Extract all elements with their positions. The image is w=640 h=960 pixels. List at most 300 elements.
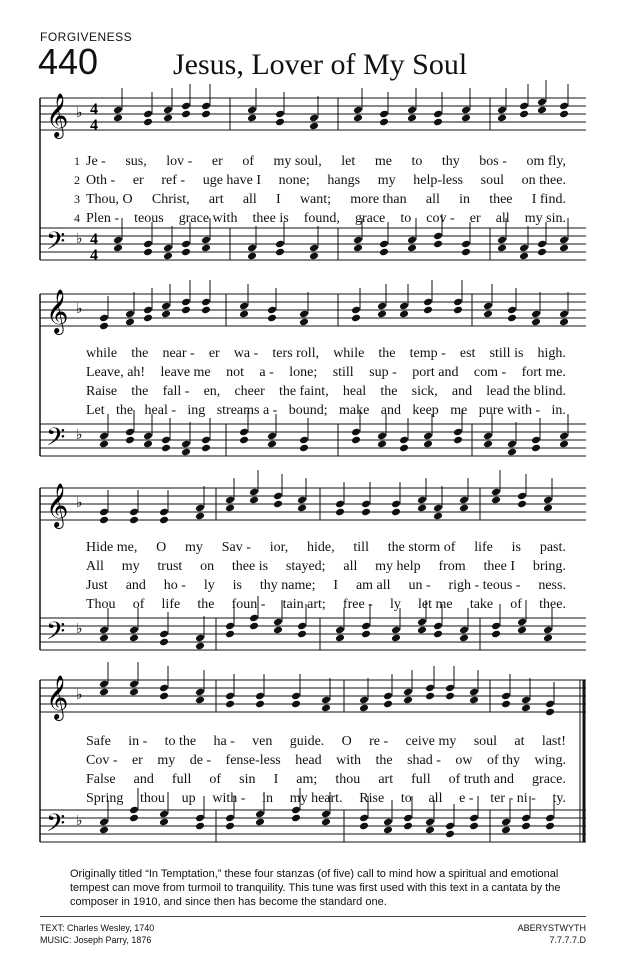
notehead	[247, 114, 257, 123]
notehead	[297, 504, 307, 513]
notehead	[291, 814, 301, 823]
lyric-syllable: Je -	[86, 154, 106, 169]
lyric-line	[86, 597, 566, 614]
lyric-syllable: hangs	[327, 173, 361, 188]
footer-rule	[40, 916, 586, 917]
lyric-syllable: Raise	[86, 384, 118, 399]
lyric-syllable: thy name;	[259, 578, 316, 593]
lyric-syllable: of truth and	[448, 772, 514, 787]
lyric-syllable: ter - ni -	[490, 791, 536, 806]
lyric-syllable: on thee.	[521, 173, 566, 188]
notehead	[383, 700, 393, 709]
lyric-syllable: more than	[350, 192, 407, 207]
notehead	[559, 440, 569, 449]
lyric-syllable: I	[333, 578, 339, 593]
lyric-syllable: ho -	[163, 578, 186, 593]
lyric-syllable: high.	[537, 346, 566, 361]
notehead	[543, 634, 553, 643]
notehead	[445, 692, 455, 701]
svg-text:♭: ♭	[76, 105, 83, 121]
lyric-syllable: en,	[203, 384, 221, 399]
lyric-syllable: False	[86, 772, 116, 787]
lyric-syllable: a -	[259, 365, 274, 380]
lyric-syllable: teous	[134, 211, 164, 226]
lyric-syllable: thee I	[483, 559, 515, 574]
notehead	[407, 244, 417, 253]
lyric-syllable: soul	[473, 734, 498, 749]
notehead	[361, 508, 371, 517]
notehead	[483, 440, 493, 449]
notehead	[543, 504, 553, 513]
lyric-syllable: make	[339, 403, 370, 418]
notehead	[299, 444, 309, 453]
footnote: Originally titled “In Temptation,” these four stanzas (of five) call to mind how a spiritual and emotional tempest can move from turmoil to tranquility. This tune was first used with this text in a cantata by the composer in 1910, and since then has become the standard one.	[70, 868, 561, 908]
lyric-syllable: from	[438, 559, 466, 574]
lyric-syllable: righ - teous -	[448, 578, 521, 593]
lyric-syllable: bound;	[288, 403, 328, 418]
lyric-line	[86, 365, 566, 382]
lyric-syllable: the	[131, 384, 149, 399]
lyric-syllable: of	[209, 772, 222, 787]
notehead	[379, 248, 389, 257]
notehead	[517, 626, 527, 635]
notehead	[423, 440, 433, 449]
lyric-syllable: temp -	[409, 346, 446, 361]
notehead	[99, 440, 109, 449]
lyric-syllable: the	[378, 346, 396, 361]
lyric-syllable: hide,	[307, 540, 335, 555]
notehead	[181, 306, 191, 315]
lyric-syllable: om fly,	[526, 154, 566, 169]
lyric-syllable: to	[400, 791, 412, 806]
lyric-syllable: ref -	[161, 173, 186, 188]
lyric-syllable: ior,	[269, 540, 289, 555]
lyric-syllable: all	[425, 192, 440, 207]
lyric-syllable: Safe	[86, 734, 111, 749]
notehead	[507, 314, 517, 323]
lyric-syllable: while	[86, 346, 118, 361]
lyric-syllable: cheer	[234, 384, 265, 399]
lyric-syllable: I	[273, 772, 279, 787]
lyric-syllable: my	[185, 540, 203, 555]
lyric-syllable: lone;	[289, 365, 318, 380]
notehead	[531, 318, 541, 327]
lyric-syllable: All	[86, 559, 104, 574]
lyric-syllable: ly	[390, 597, 401, 612]
notehead	[309, 252, 319, 261]
lyric-syllable: the	[131, 346, 149, 361]
notehead	[99, 516, 109, 525]
lyric-syllable: all	[343, 559, 358, 574]
lyric-syllable: Cov -	[86, 753, 118, 768]
lyric-syllable: Just	[86, 578, 108, 593]
lyric-syllable: Sav -	[221, 540, 251, 555]
lyric-syllable: grace	[354, 211, 386, 226]
lyric-syllable: all	[495, 211, 510, 226]
lyric-syllable: up	[181, 791, 196, 806]
lyric-syllable: O	[341, 734, 352, 749]
notehead	[425, 692, 435, 701]
lyric-line	[86, 403, 566, 420]
notehead	[247, 252, 257, 261]
notehead	[445, 830, 455, 839]
notehead	[143, 440, 153, 449]
lyric-syllable: Christ,	[151, 192, 190, 207]
lyric-syllable: ters roll,	[272, 346, 320, 361]
text-credit: TEXT: Charles Wesley, 1740	[40, 923, 155, 933]
lyric-line	[86, 772, 566, 789]
lyric-syllable: of	[510, 597, 522, 612]
lyric-syllable: thou	[140, 791, 165, 806]
notehead	[129, 634, 139, 643]
lyric-syllable: tain art;	[282, 597, 326, 612]
notehead	[321, 704, 331, 713]
notehead	[99, 688, 109, 697]
notehead	[545, 822, 555, 831]
lyric-syllable: leave me	[160, 365, 211, 380]
notehead	[359, 822, 369, 831]
notehead	[377, 440, 387, 449]
lyric-syllable: while	[333, 346, 365, 361]
notehead	[161, 310, 171, 319]
lyric-syllable: sin	[239, 772, 256, 787]
lyric-syllable: wa -	[233, 346, 259, 361]
lyric-syllable: lead the blind.	[486, 384, 566, 399]
lyric-syllable: ha -	[213, 734, 235, 749]
lyric-syllable: the	[197, 597, 215, 612]
lyric-syllable: re -	[369, 734, 389, 749]
notehead	[335, 634, 345, 643]
lyric-line	[86, 578, 566, 595]
lyric-syllable: till	[353, 540, 369, 555]
lyric-syllable: Spring	[86, 791, 124, 806]
lyric-syllable: and	[451, 384, 473, 399]
notehead	[537, 106, 547, 115]
lyric-syllable: sick,	[411, 384, 438, 399]
lyric-syllable: near -	[162, 346, 195, 361]
lyric-syllable: me	[450, 403, 468, 418]
notehead	[461, 114, 471, 123]
lyric-line	[86, 753, 566, 770]
lyric-line	[74, 173, 566, 190]
lyric-syllable: is	[232, 578, 242, 593]
notehead	[531, 444, 541, 453]
notehead	[407, 114, 417, 123]
notehead	[351, 436, 361, 445]
notehead	[225, 504, 235, 513]
lyric-syllable: Oth -	[86, 173, 116, 188]
notehead	[403, 696, 413, 705]
notehead	[497, 244, 507, 253]
lyric-line	[74, 211, 566, 228]
lyric-syllable: of	[242, 154, 254, 169]
notehead	[559, 244, 569, 253]
notehead	[359, 704, 369, 713]
lyric-syllable: de -	[189, 753, 212, 768]
notehead	[195, 512, 205, 521]
lyric-line	[86, 384, 566, 401]
notehead	[195, 642, 205, 651]
notehead	[299, 318, 309, 327]
notehead	[507, 448, 517, 457]
notehead	[143, 118, 153, 127]
lyric-syllable: guide.	[289, 734, 325, 749]
lyric-syllable: help-less	[413, 173, 463, 188]
lyric-line	[86, 346, 566, 363]
lyric-syllable: fense-less	[225, 753, 281, 768]
lyric-syllable: to the	[164, 734, 197, 749]
notehead	[275, 118, 285, 127]
lyric-syllable: grace.	[532, 772, 566, 787]
lyric-syllable: my	[377, 173, 396, 188]
notehead	[491, 630, 501, 639]
notehead	[273, 626, 283, 635]
meter: 7.7.7.7.D	[549, 935, 586, 945]
lyric-syllable: and	[133, 772, 154, 787]
lyric-line	[74, 192, 566, 209]
svg-text:♭: ♭	[76, 427, 83, 443]
lyric-syllable: in.	[551, 403, 566, 418]
notehead	[297, 630, 307, 639]
lyric-syllable: at	[514, 734, 525, 749]
notehead	[225, 700, 235, 709]
notehead	[469, 822, 479, 831]
notehead	[249, 496, 259, 505]
lyric-syllable: past.	[539, 540, 566, 555]
lyric-syllable: port and	[412, 365, 459, 380]
notehead	[267, 314, 277, 323]
lyric-syllable: ness.	[538, 578, 566, 593]
notehead	[519, 252, 529, 261]
notehead	[201, 244, 211, 253]
notehead	[519, 110, 529, 119]
lyric-syllable: Let	[86, 403, 105, 418]
notehead	[483, 310, 493, 319]
svg-text:♭: ♭	[76, 621, 83, 637]
notehead	[291, 700, 301, 709]
lyric-syllable: my help	[375, 559, 421, 574]
svg-text:♭: ♭	[76, 301, 83, 317]
notehead	[521, 704, 531, 713]
lyric-syllable: ty.	[552, 791, 566, 806]
notehead	[201, 444, 211, 453]
svg-text:𝄢: 𝄢	[46, 227, 66, 262]
lyric-syllable: er	[132, 173, 144, 188]
notehead	[433, 240, 443, 249]
lyric-syllable: my soul,	[273, 154, 322, 169]
verse-number: 4	[74, 211, 80, 225]
notehead	[423, 306, 433, 315]
lyric-syllable: my sin.	[524, 211, 566, 226]
lyric-syllable: pure with -	[478, 403, 541, 418]
verse-number: 2	[74, 173, 80, 187]
svg-text:4: 4	[90, 231, 98, 248]
notehead	[491, 496, 501, 505]
lyric-syllable: foun -	[231, 597, 266, 612]
lyric-syllable: Thou, O	[86, 192, 133, 207]
notehead	[181, 448, 191, 457]
lyric-syllable: Thou	[86, 597, 116, 612]
notehead	[159, 516, 169, 525]
notehead	[275, 248, 285, 257]
notehead	[125, 318, 135, 327]
notehead	[161, 444, 171, 453]
svg-text:𝄞: 𝄞	[46, 483, 69, 527]
lyric-syllable: er	[208, 346, 220, 361]
notehead	[459, 634, 469, 643]
svg-text:♭: ♭	[76, 813, 83, 829]
notehead	[129, 516, 139, 525]
notehead	[399, 310, 409, 319]
notehead	[201, 110, 211, 119]
notehead	[225, 630, 235, 639]
lyric-syllable: the	[375, 753, 393, 768]
credits-right	[518, 922, 586, 946]
notehead	[113, 244, 123, 253]
lyric-syllable: heal -	[144, 403, 177, 418]
notehead	[181, 110, 191, 119]
notehead	[517, 500, 527, 509]
svg-text:𝄞: 𝄞	[46, 289, 69, 333]
notehead	[425, 826, 435, 835]
notehead	[159, 638, 169, 647]
lyric-syllable: let me	[418, 597, 453, 612]
music-credit: MUSIC: Joseph Parry, 1876	[40, 935, 152, 945]
notehead	[353, 244, 363, 253]
notehead	[545, 708, 555, 717]
lyric-syllable: in	[262, 791, 273, 806]
lyric-syllable: still is	[489, 346, 524, 361]
svg-text:4: 4	[90, 117, 98, 134]
lyric-syllable: heal	[342, 384, 367, 399]
notehead	[501, 700, 511, 709]
lyric-syllable: soul	[480, 173, 504, 188]
lyric-syllable: I find.	[531, 192, 566, 207]
lyric-syllable: er	[131, 753, 143, 768]
lyric-syllable: art	[378, 772, 394, 787]
notehead	[433, 512, 443, 521]
notehead	[351, 314, 361, 323]
notehead	[181, 248, 191, 257]
lyric-syllable: full	[411, 772, 431, 787]
notehead	[559, 318, 569, 327]
notehead	[309, 122, 319, 131]
lyric-syllable: life	[474, 540, 493, 555]
lyric-syllable: still	[332, 365, 354, 380]
lyric-line	[74, 154, 566, 171]
notehead	[273, 500, 283, 509]
notehead	[469, 696, 479, 705]
lyric-syllable: in -	[128, 734, 148, 749]
tune-name: ABERYSTWYTH	[517, 923, 586, 933]
notehead	[159, 692, 169, 701]
lyric-syllable: to	[400, 211, 412, 226]
lyric-syllable: with	[336, 753, 362, 768]
credits-left	[40, 922, 154, 946]
notehead	[383, 826, 393, 835]
lyric-syllable: the	[380, 384, 398, 399]
lyric-syllable: bring.	[532, 559, 566, 574]
lyric-syllable: am all	[355, 578, 391, 593]
lyric-syllable: in	[459, 192, 470, 207]
lyric-syllable: I	[276, 192, 281, 207]
notehead	[113, 114, 123, 123]
notehead	[391, 508, 401, 517]
lyric-syllable: and	[380, 403, 401, 418]
lyric-syllable: ceive my	[405, 734, 457, 749]
notehead	[417, 626, 427, 635]
lyric-syllable: my	[157, 753, 176, 768]
verse-number: 1	[74, 154, 80, 168]
lyric-syllable: ven	[252, 734, 273, 749]
lyric-syllable: head	[295, 753, 322, 768]
lyric-syllable: of thy	[486, 753, 521, 768]
lyric-syllable: is	[511, 540, 522, 555]
lyric-syllable: thee.	[539, 597, 566, 612]
notehead	[379, 118, 389, 127]
notehead	[225, 822, 235, 831]
hymn-number: 440	[38, 41, 99, 82]
lyric-syllable: er	[469, 211, 481, 226]
notehead	[501, 826, 511, 835]
lyric-syllable: to	[411, 154, 423, 169]
lyric-syllable: thou	[335, 772, 361, 787]
lyric-syllable: thee is	[252, 211, 289, 226]
notehead	[559, 110, 569, 119]
lyric-syllable: let	[341, 154, 356, 169]
notehead	[125, 436, 135, 445]
notehead	[195, 822, 205, 831]
lyric-syllable: my	[121, 559, 140, 574]
lyric-syllable: art	[208, 192, 224, 207]
notehead	[321, 818, 331, 827]
lyric-syllable: sup -	[369, 365, 397, 380]
lyric-syllable: keep	[412, 403, 439, 418]
notehead	[391, 634, 401, 643]
svg-text:𝄢: 𝄢	[46, 423, 66, 458]
notehead	[255, 818, 265, 827]
notehead	[129, 688, 139, 697]
svg-text:♭: ♭	[76, 231, 83, 247]
lyric-syllable: Leave, ah!	[86, 365, 146, 380]
lyric-syllable: ly	[203, 578, 215, 593]
lyric-syllable: uge have I	[202, 173, 261, 188]
lyric-syllable: un -	[408, 578, 431, 593]
notehead	[335, 508, 345, 517]
notehead	[99, 634, 109, 643]
lyric-syllable: thee	[489, 192, 513, 207]
lyric-line	[86, 540, 566, 557]
lyric-syllable: life	[161, 597, 181, 612]
lyric-syllable: trust	[157, 559, 183, 574]
lyric-syllable: the faint,	[278, 384, 329, 399]
svg-text:𝄞: 𝄞	[46, 675, 69, 719]
lyric-syllable: thy	[441, 154, 460, 169]
notehead	[255, 700, 265, 709]
notehead	[417, 504, 427, 513]
lyric-syllable: all	[242, 192, 257, 207]
lyric-syllable: stayed;	[285, 559, 326, 574]
lyric-syllable: am;	[296, 772, 318, 787]
lyric-syllable: free -	[342, 597, 373, 612]
notehead	[163, 114, 173, 123]
lyric-line	[86, 734, 566, 751]
lyric-syllable: none;	[278, 173, 310, 188]
lyric-syllable: full	[171, 772, 192, 787]
lyric-syllable: the	[116, 403, 134, 418]
lyric-syllable: O	[156, 540, 167, 555]
lyric-syllable: e -	[459, 791, 474, 806]
